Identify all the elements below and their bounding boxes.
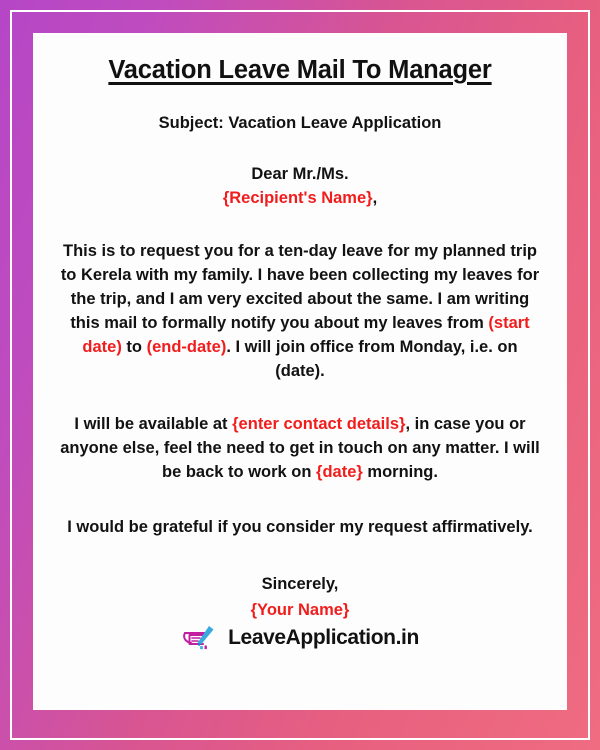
- availability-text-part1: I will be available at: [74, 414, 233, 433]
- contact-details-placeholder: {enter contact details}: [232, 414, 406, 433]
- body-text-part2: to: [121, 338, 147, 357]
- end-date-placeholder: (end-date): [146, 338, 227, 357]
- body-text-part1: This is to request you for a ten-day leave for my planned trip to Kerela with my family. I have been collecting my leaves for the trip, and I am very excited about the same. I am writing this mail to formally notify you about my leaves from: [60, 242, 540, 333]
- subject-line: Subject: Vacation Leave Application: [158, 113, 442, 132]
- signoff: [59, 573, 541, 623]
- return-date-placeholder: {date}: [316, 462, 363, 481]
- start-date-placeholder: (start date): [82, 314, 530, 357]
- your-name-placeholder: {Your Name}: [250, 600, 350, 619]
- salutation-greeting: Dear Mr./Ms.: [251, 164, 349, 183]
- recipient-name-placeholder: {Recipient's Name}: [222, 188, 373, 207]
- body-text-part3: . I will join office from Monday, i.e. on (date).: [226, 338, 518, 381]
- page-title: Vacation Leave Mail To Manager: [108, 56, 492, 84]
- closing-request-paragraph: I would be grateful if you consider my request affirmatively.: [67, 517, 533, 536]
- letter-card: [33, 33, 567, 710]
- availability-text-part2: , in case you or anyone else, feel the need to get in touch on any matter. I will be back to work on: [60, 414, 540, 481]
- body-paragraph: [59, 240, 541, 384]
- brand-lockup: [59, 624, 541, 651]
- availability-paragraph: [59, 413, 541, 485]
- availability-text-part3: morning.: [362, 462, 438, 481]
- pen-writing-document-icon: [181, 624, 221, 651]
- salutation-comma: ,: [372, 188, 378, 207]
- brand-name: LeaveApplication.in: [228, 625, 419, 649]
- signoff-valediction: Sincerely,: [261, 574, 339, 593]
- salutation: [59, 163, 541, 211]
